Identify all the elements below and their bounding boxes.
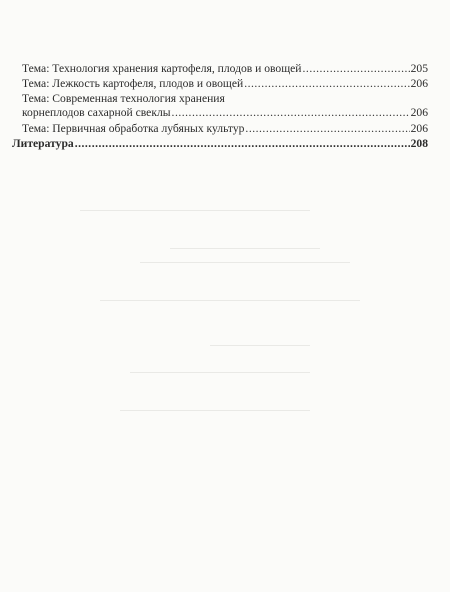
bleed-through-mark [120, 410, 310, 411]
leader-dots [303, 62, 410, 76]
bleed-through-mark [80, 210, 310, 211]
leader-dots [244, 77, 409, 91]
bleed-through-mark [210, 345, 310, 346]
toc-entry-title: Литература [12, 137, 74, 150]
toc-entry-title: Тема: Первичная обработка лубяных культур [22, 122, 245, 135]
toc-entry-literature [12, 137, 428, 151]
toc-entry-page: 205 [410, 62, 428, 75]
bleed-through-mark [170, 248, 320, 249]
bleed-through-mark [140, 262, 350, 263]
toc-entry [22, 122, 428, 136]
leader-dots [75, 137, 410, 151]
bleed-through-mark [130, 372, 310, 373]
toc-entry-page: 206 [410, 122, 428, 135]
toc-entry [22, 77, 428, 91]
toc-entry-title: Тема: Лежкость картофеля, плодов и овощей [22, 77, 244, 90]
toc-entry-page: 206 [410, 77, 428, 90]
bleed-through-mark [100, 300, 360, 301]
toc-entry-title-line2: корнеплодов сахарной свеклы [22, 106, 171, 119]
leader-dots [172, 106, 410, 120]
toc-entry-title: Тема: Технология хранения картофеля, плодов и овощей [22, 62, 302, 75]
leader-dots [245, 122, 409, 136]
toc-entry [22, 62, 428, 76]
toc-entry-page: 208 [410, 137, 428, 150]
toc-entry-title-line1: Тема: Современная технология хранения [22, 92, 225, 105]
toc-entry [22, 92, 428, 120]
toc-entry-page: 206 [410, 106, 428, 119]
